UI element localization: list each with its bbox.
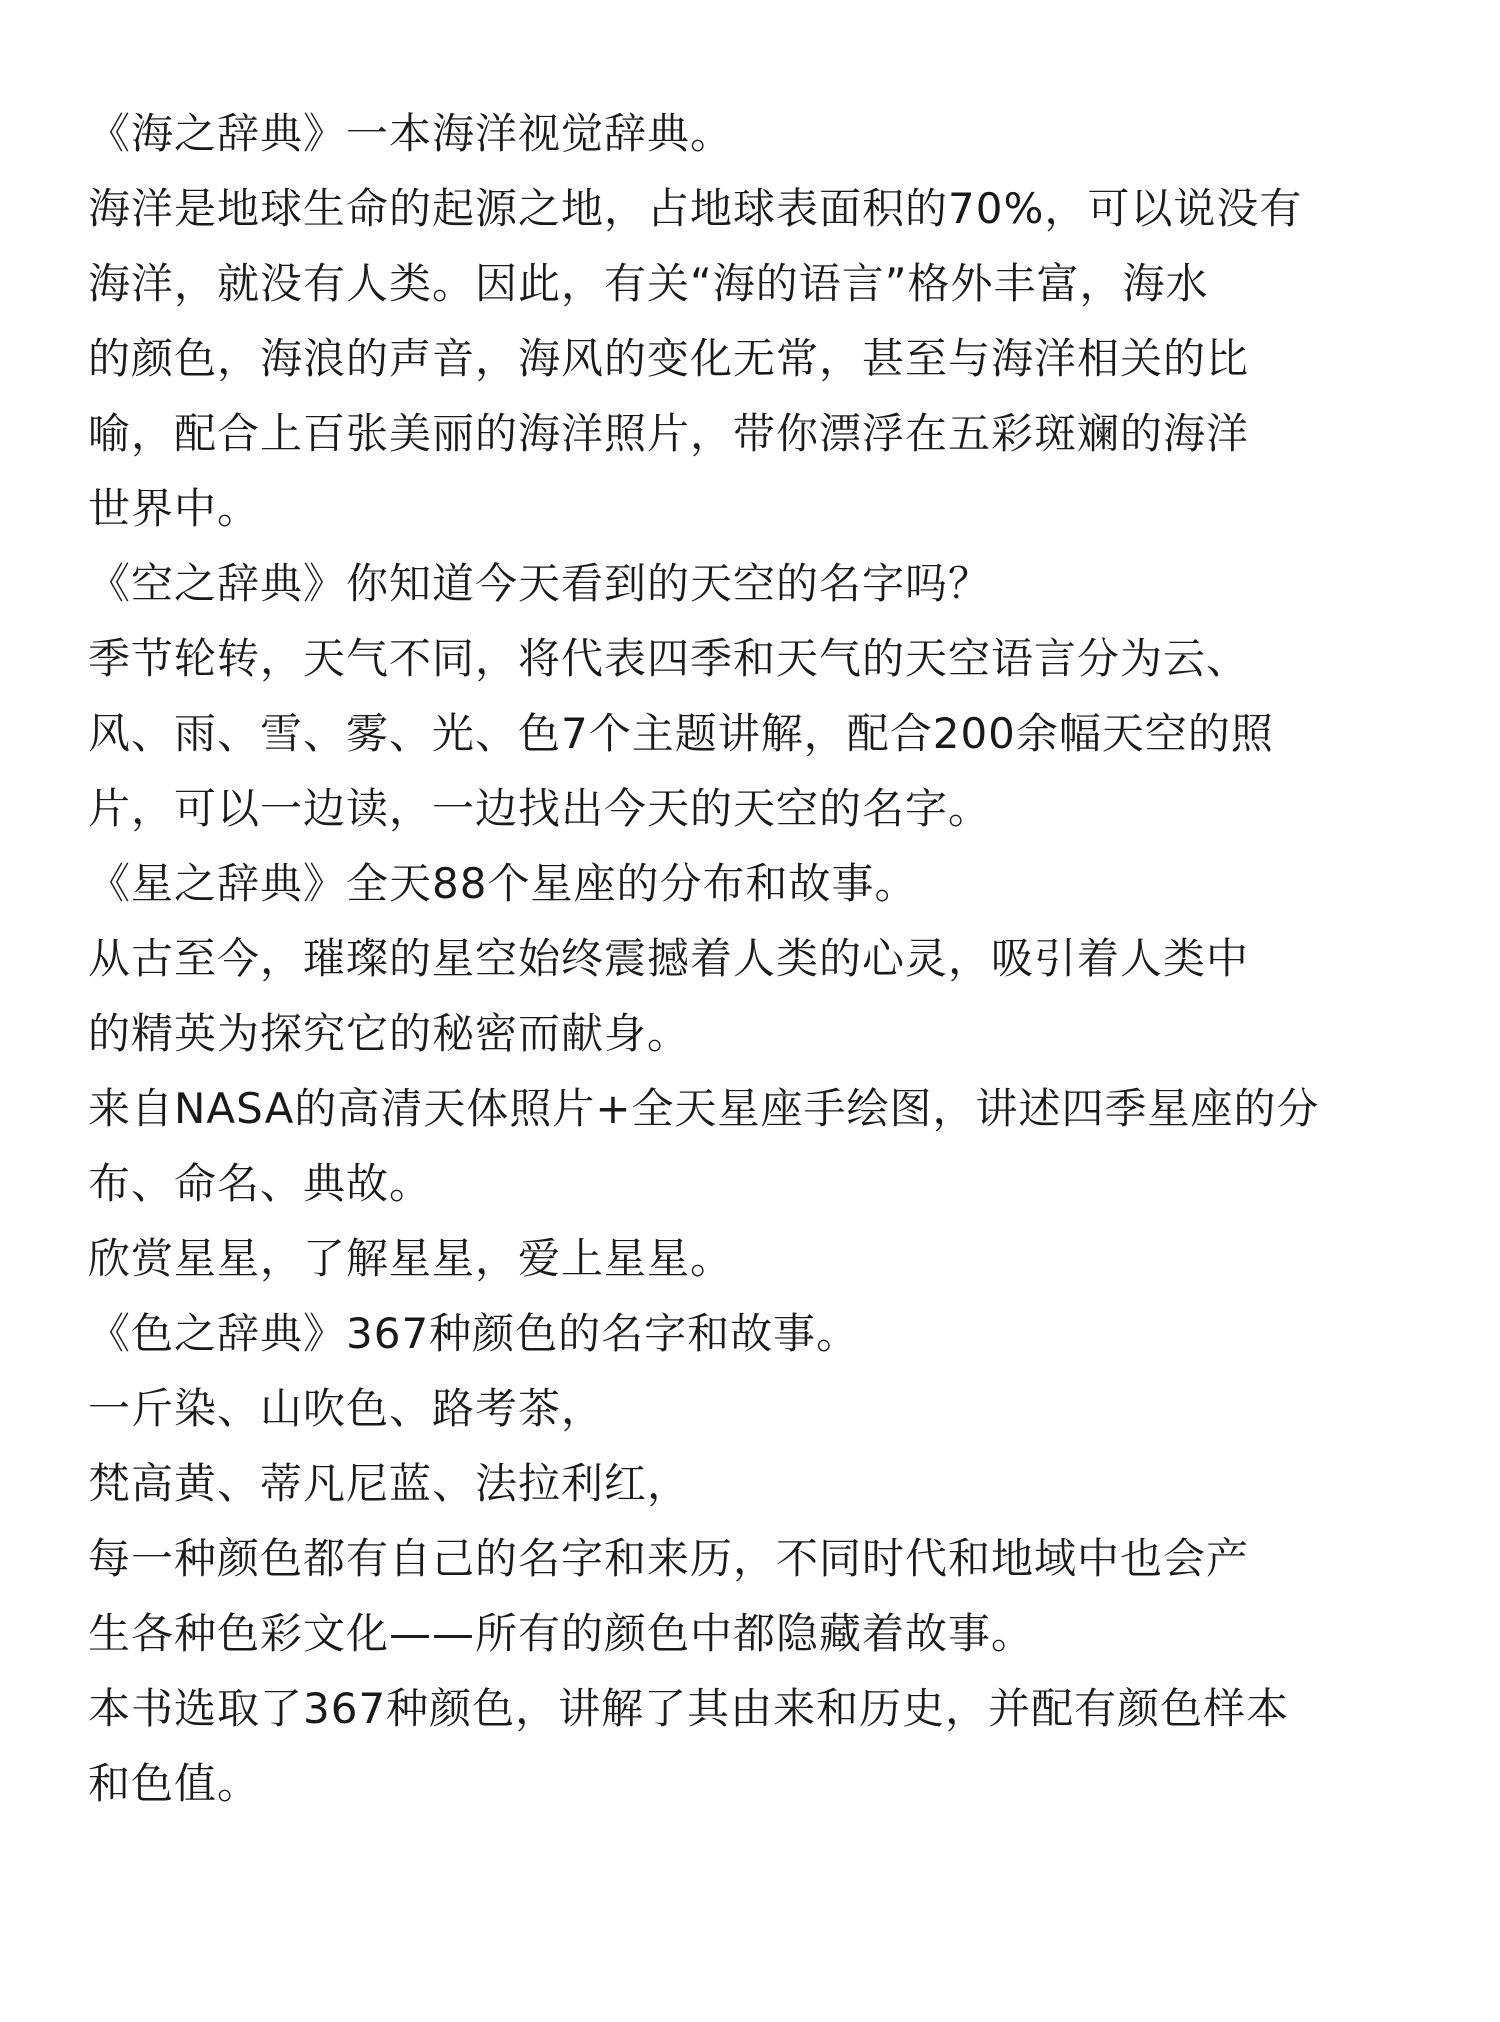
text-line: 生各种色彩文化——所有的颜色中都隐藏着故事。	[88, 1609, 1035, 1658]
text-line: 的精英为探究它的秘密而献身。	[88, 1009, 691, 1058]
paragraph-sea-description	[88, 171, 1428, 546]
paragraph-sky-description	[88, 621, 1428, 846]
text-line: 一斤染、山吹色、路考茶，	[88, 1384, 605, 1433]
text-line: 季节轮转，天气不同，将代表四季和天气的天空语言分为云、	[88, 634, 1250, 683]
text-line: 每一种颜色都有自己的名字和来历，不同时代和地域中也会产	[88, 1534, 1250, 1583]
paragraph-star-tagline	[88, 1221, 1428, 1296]
paragraph-star-title	[88, 846, 1428, 921]
text-line: 本书选取了367种颜色，讲解了其由来和历史，并配有颜色样本	[88, 1684, 1290, 1733]
text-line: 布、命名、典故。	[88, 1159, 433, 1208]
text-line: 风、雨、雪、雾、光、色7个主题讲解，配合200余幅天空的照	[88, 709, 1274, 758]
paragraph-sea-title	[88, 96, 1428, 171]
document-body	[88, 96, 1428, 1821]
paragraph-color-title	[88, 1296, 1428, 1371]
text-line: 世界中。	[88, 484, 261, 533]
text-line: 片，可以一边读，一边找出今天的天空的名字。	[88, 784, 992, 833]
text-line: 海洋是地球生命的起源之地，占地球表面积的70%，可以说没有	[88, 184, 1303, 233]
text-line: 《空之辞典》你知道今天看到的天空的名字吗？	[88, 559, 992, 608]
text-line: 海洋，就没有人类。因此，有关“海的语言”格外丰富，海水	[88, 259, 1209, 308]
paragraph-star-source	[88, 1071, 1428, 1221]
text-line: 《星之辞典》全天88个星座的分布和故事。	[88, 859, 918, 908]
text-line: 《色之辞典》367种颜色的名字和故事。	[88, 1309, 860, 1358]
text-line: 喻，配合上百张美丽的海洋照片，带你漂浮在五彩斑斓的海洋	[88, 409, 1250, 458]
text-line: 来自NASA的高清天体照片+全天星座手绘图，讲述四季星座的分	[88, 1084, 1320, 1133]
paragraph-color-book-details	[88, 1671, 1428, 1821]
text-line: 的颜色，海浪的声音，海风的变化无常，甚至与海洋相关的比	[88, 334, 1250, 383]
text-line: 梵高黄、蒂凡尼蓝、法拉利红，	[88, 1459, 691, 1508]
paragraph-color-description	[88, 1521, 1428, 1671]
paragraph-color-examples-1	[88, 1371, 1428, 1446]
paragraph-sky-title	[88, 546, 1428, 621]
text-line: 和色值。	[88, 1759, 261, 1808]
text-line: 《海之辞典》一本海洋视觉辞典。	[88, 109, 734, 158]
paragraph-color-examples-2	[88, 1446, 1428, 1521]
text-line: 欣赏星星，了解星星，爱上星星。	[88, 1234, 734, 1283]
paragraph-star-description	[88, 921, 1428, 1071]
text-line: 从古至今，璀璨的星空始终震撼着人类的心灵，吸引着人类中	[88, 934, 1250, 983]
